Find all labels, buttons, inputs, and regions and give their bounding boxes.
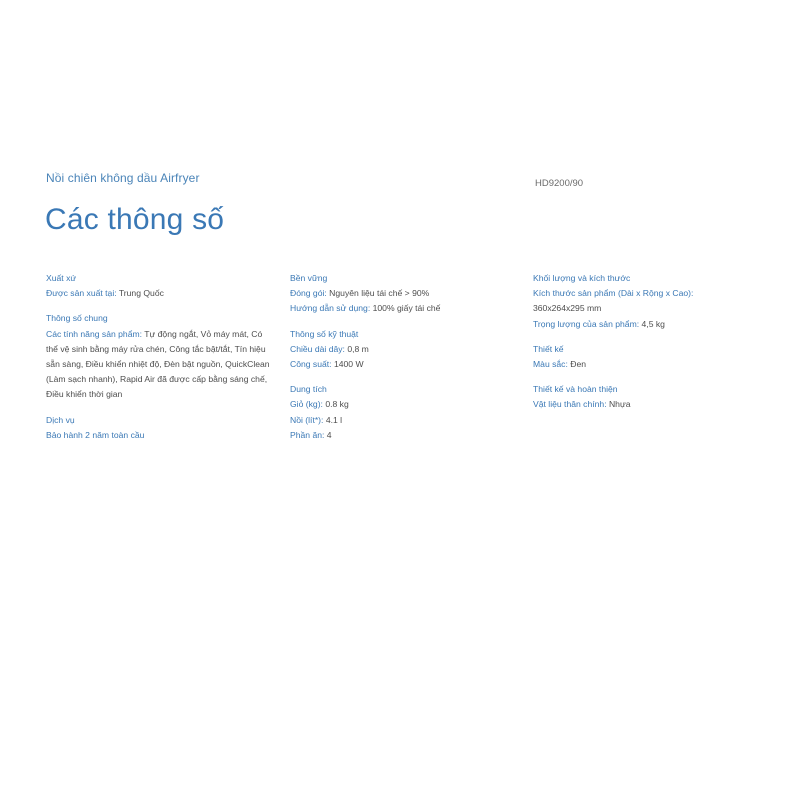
spec-section-capacity <box>290 382 530 443</box>
spec-row <box>290 357 530 372</box>
spec-section-design <box>533 342 773 372</box>
spec-row <box>46 286 276 301</box>
spec-value: Tự động ngắt, Vỏ máy mát, Có thể vệ sinh bằng máy rửa chén, Công tắc bật/tắt, Tín hiệu sẵn sàng, Điều khiển nhiệt độ, Đèn bật nguồn, QuickClean (Làm sạch nhanh), Rapid Air đã được cấp bằng sáng chế, Điều khiển thời gian <box>46 328 270 400</box>
spec-value: Đen <box>567 359 587 370</box>
spec-section-origin <box>46 271 276 301</box>
section-heading: Dịch vụ <box>46 414 75 425</box>
spec-value: 4,5 kg <box>639 318 665 329</box>
spec-section-service <box>46 413 276 443</box>
spec-section-finish <box>533 382 773 412</box>
spec-column-1 <box>46 271 276 453</box>
section-heading: Bền vững <box>290 273 328 283</box>
spec-value: 360x264x295 mm <box>533 303 602 314</box>
section-heading: Dung tích <box>290 384 327 395</box>
spec-label: Nồi (lít*): <box>290 414 324 425</box>
spec-value: Nguyên liệu tái chế > 90% <box>326 288 430 299</box>
spec-value: 4 <box>324 429 332 440</box>
section-heading: Thiết kế và hoàn thiện <box>533 384 618 395</box>
spec-label: Phần ăn: <box>290 429 325 440</box>
spec-row <box>533 357 773 372</box>
spec-row <box>290 397 530 412</box>
spec-value: 0.8 kg <box>322 399 349 410</box>
spec-label: Đóng gói: <box>290 288 327 299</box>
model-number: HD9200/90 <box>535 178 584 189</box>
page-title: Các thông số <box>45 203 225 236</box>
spec-label: Giỏ (kg): <box>290 399 323 410</box>
spec-section-sustainability <box>290 271 530 317</box>
spec-label: Các tính năng sản phẩm: <box>46 328 143 339</box>
spec-label: Trọng lượng của sản phẩm: <box>533 318 640 329</box>
spec-label: Màu sắc: <box>533 359 568 370</box>
spec-row <box>290 301 530 316</box>
spec-label: Kích thước sản phẩm (Dài x Rộng x Cao): <box>533 288 694 299</box>
spec-section-general <box>46 311 276 402</box>
spec-label: Hướng dẫn sử dụng: <box>290 303 371 314</box>
spec-row <box>46 428 276 443</box>
spec-row <box>46 327 276 403</box>
spec-label: Bảo hành 2 năm toàn cầu <box>46 429 145 440</box>
spec-column-2 <box>290 271 530 453</box>
section-heading: Khối lượng và kích thước <box>533 273 631 283</box>
spec-row <box>533 317 773 332</box>
spec-label: Công suất: <box>290 359 332 370</box>
spec-label: Chiều dài dây: <box>290 343 345 354</box>
section-heading: Xuất xứ <box>46 273 77 283</box>
spec-column-3 <box>533 271 773 423</box>
spec-row <box>290 428 530 443</box>
spec-row <box>290 413 530 428</box>
spec-row <box>533 397 773 412</box>
spec-section-technical <box>290 327 530 373</box>
spec-value: Trung Quốc <box>116 288 164 299</box>
section-heading: Thông số kỹ thuật <box>290 328 359 339</box>
spec-value: 100% giấy tái chế <box>370 303 441 314</box>
spec-section-dimensions <box>533 271 773 332</box>
section-heading: Thiết kế <box>533 343 564 354</box>
spec-value: 1400 W <box>331 359 364 370</box>
spec-value: 0,8 m <box>344 343 369 354</box>
product-subtitle: Nồi chiên không dầu Airfryer <box>46 171 200 185</box>
section-heading: Thông số chung <box>46 313 108 324</box>
spec-row <box>290 342 530 357</box>
spec-label: Được sản xuất tại: <box>46 288 117 299</box>
spec-label: Vật liệu thân chính: <box>533 399 607 410</box>
spec-row <box>533 286 773 316</box>
spec-value: 4.1 l <box>323 414 343 425</box>
spec-value: Nhựa <box>606 399 631 410</box>
spec-row <box>290 286 530 301</box>
